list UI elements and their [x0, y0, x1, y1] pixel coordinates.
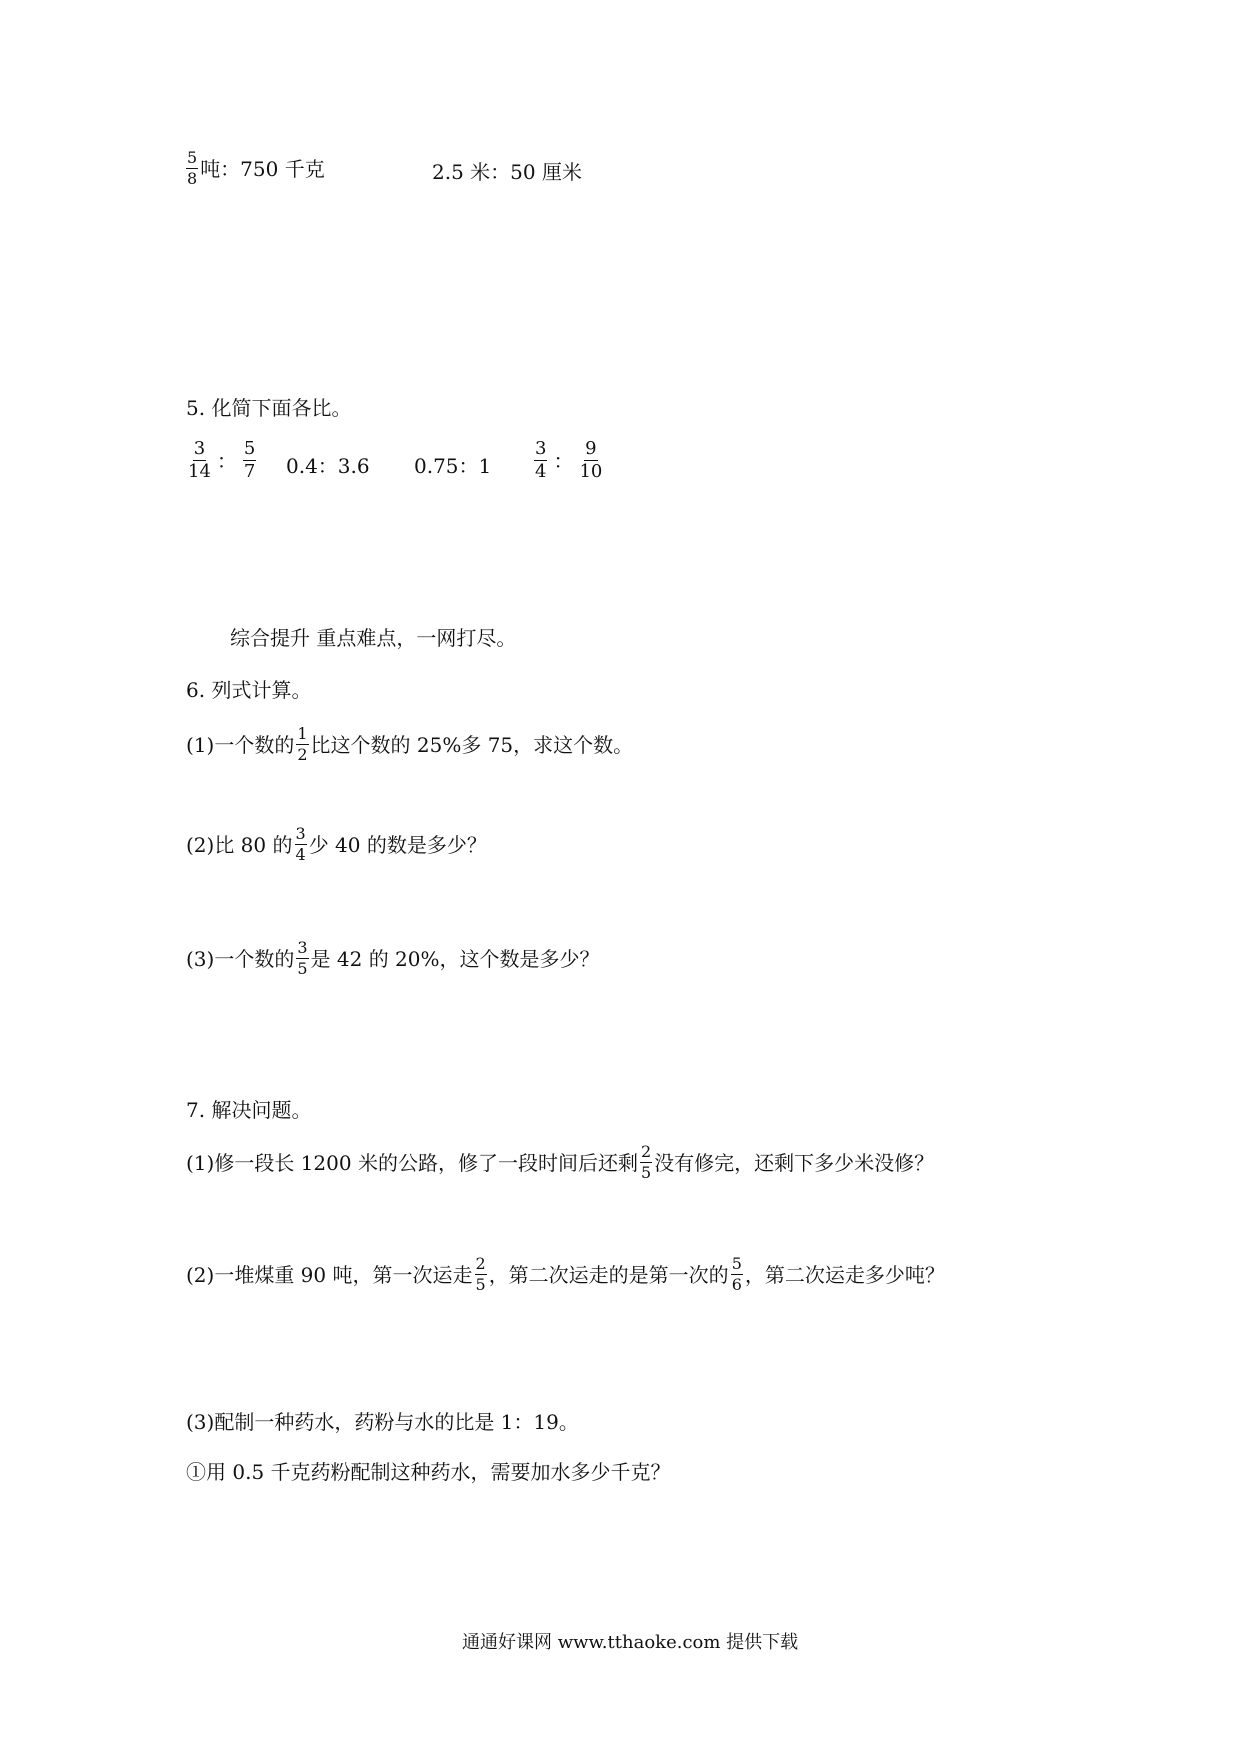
q7-heading: 7. 解决问题。: [186, 1098, 312, 1122]
fraction: $\frac{5}{6}$: [731, 1254, 742, 1294]
fraction: $\frac{2}{5}$: [475, 1254, 486, 1294]
section-heading: 综合提升 重点难点，一网打尽。: [230, 626, 517, 650]
q4-item-b: 2.5 米：50 厘米: [432, 160, 582, 184]
q5-item-4: $\frac{3}{4}$ ： $\frac{9}{10}$: [535, 438, 603, 482]
q6-part-1: (1)一个数的 $\frac{1}{2}$ 比这个数的 25%多 75，求这个数。: [186, 724, 634, 764]
q7-part-3-sub-1: ①用 0.5 千克药粉配制这种药水，需要加水多少千克？: [186, 1460, 671, 1484]
q5-heading: 5. 化简下面各比。: [186, 396, 352, 420]
q7-part-2: (2)一堆煤重 90 吨，第一次运走 $\frac{2}{5}$ ，第二次运走的是第一次的 $\frac{5}{6}$ ，第二次运走多少吨？: [186, 1254, 945, 1294]
q5-item-3: 0.75：1: [414, 454, 492, 478]
q7-part-3: (3)配制一种药水，药粉与水的比是 1：19。: [186, 1410, 579, 1434]
fraction: $\frac{3}{4}$: [295, 824, 306, 864]
q6-heading: 6. 列式计算。: [186, 678, 312, 702]
q5-item-2: 0.4：3.6: [286, 454, 370, 478]
fraction: $\frac{9}{10}$: [579, 438, 603, 482]
q6-part-2: (2)比 80 的 $\frac{3}{4}$ 少 40 的数是多少？: [186, 824, 487, 864]
fraction: $\frac{5}{7}$: [243, 438, 256, 482]
q7-part-1: (1)修一段长 1200 米的公路，修了一段时间后还剩 $\frac{2}{5}$ 没有修完，还剩下多少米没修？: [186, 1142, 935, 1182]
fraction: $\frac{3}{5}$: [297, 938, 308, 978]
q5-item-1: $\frac{3}{14}$ ： $\frac{5}{7}$: [188, 438, 256, 482]
fraction: $\frac{3}{14}$: [188, 438, 211, 482]
q6-part-3: (3)一个数的 $\frac{3}{5}$ 是 42 的 20%，这个数是多少？: [186, 938, 600, 978]
fraction: $\frac{3}{4}$: [535, 438, 547, 482]
fraction: $\frac{2}{5}$: [640, 1142, 652, 1182]
page-footer: 通通好课网 www.tthaoke.com 提供下载: [462, 1632, 799, 1653]
fraction: $\frac{5}{8}$: [187, 148, 198, 188]
q4-item-a: $\frac{5}{8}$ 吨：750 千克: [187, 148, 325, 188]
fraction: $\frac{1}{2}$: [297, 724, 308, 764]
